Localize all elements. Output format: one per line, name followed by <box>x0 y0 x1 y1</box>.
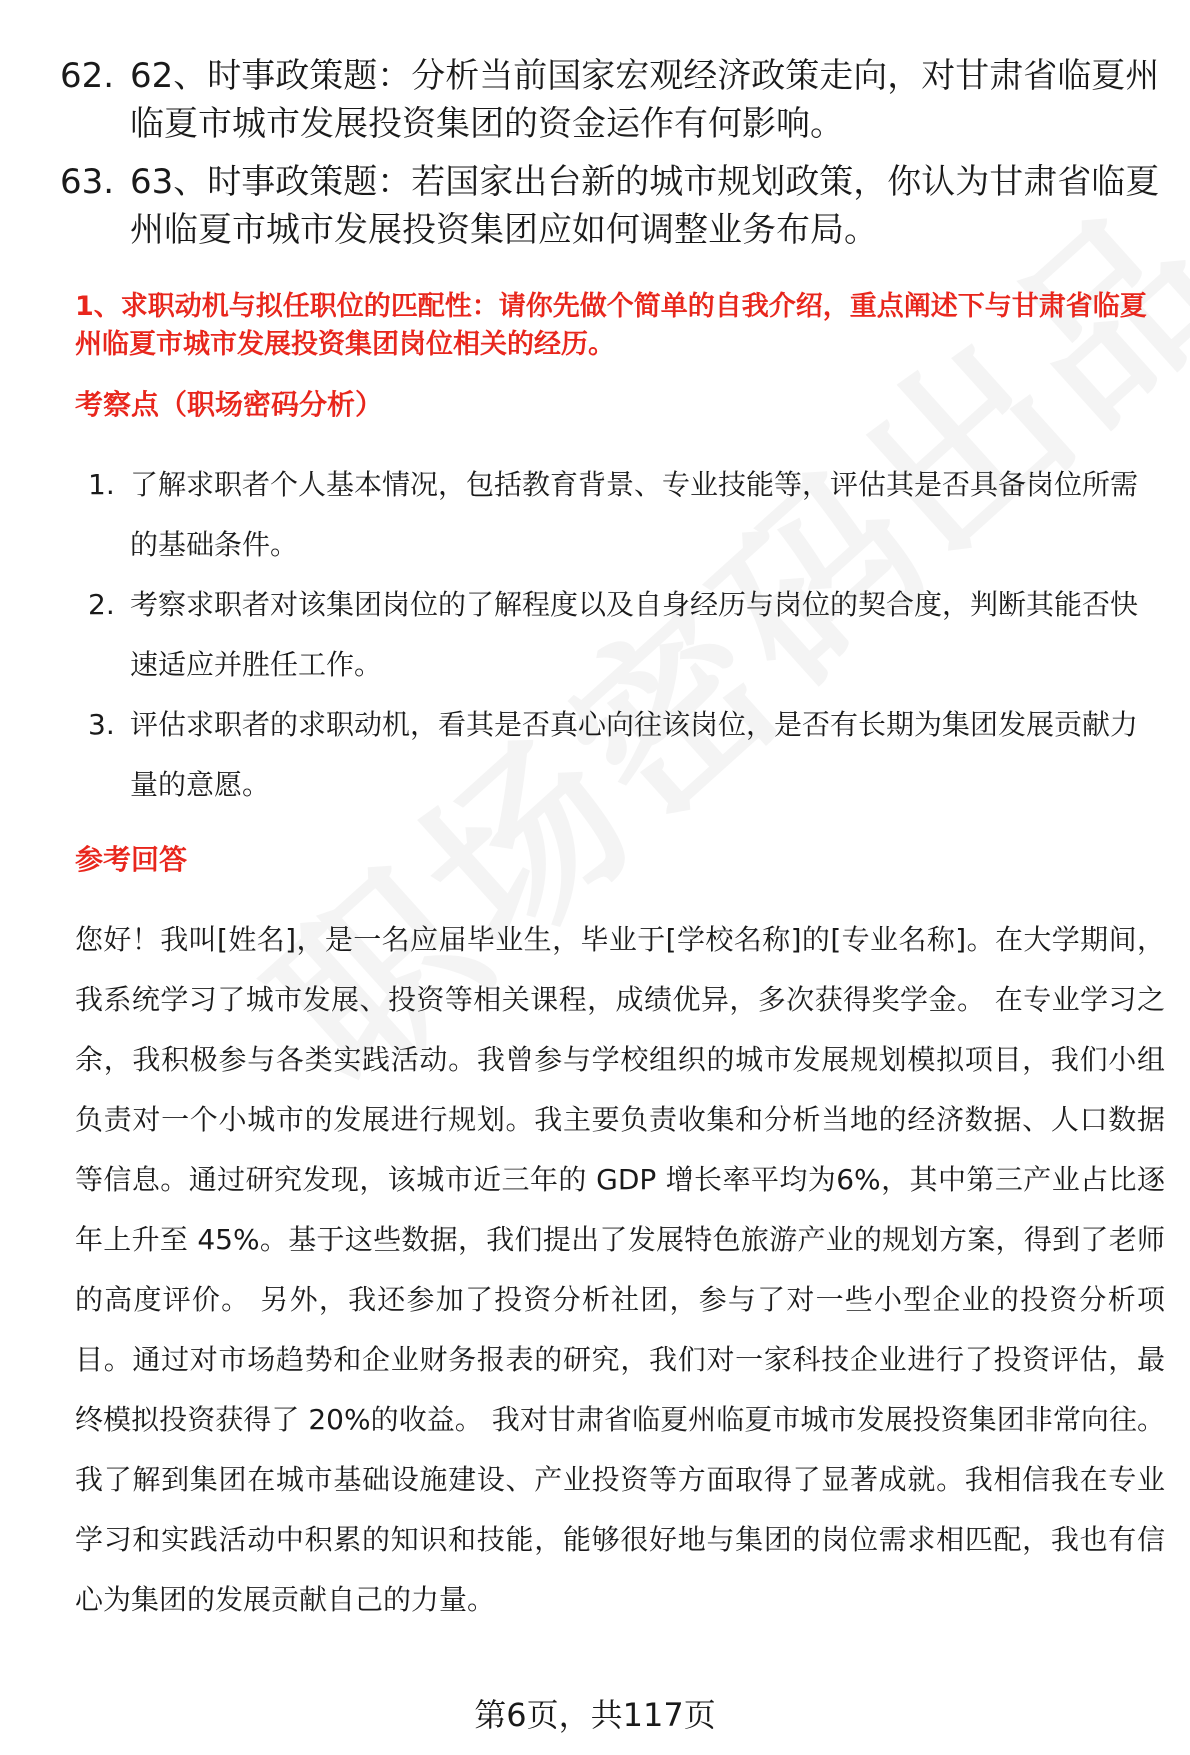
point-text: 评估求职者的求职动机，看其是否真心向往该岗位，是否有长期为集团发展贡献力量的意愿。 <box>130 708 1139 801</box>
assessment-points <box>88 455 1163 815</box>
question-number: 62. <box>60 56 115 96</box>
question-number: 63. <box>60 162 115 202</box>
reference-answer: 您好！我叫[姓名]，是一名应届毕业生，毕业于[学校名称]的[专业名称]。在大学期间，我系统学习了城市发展、投资等相关课程，成绩优异，多次获得奖学金。 在专业学习之余，我积极参与各类实践活动。我曾参与学校组织的城市发展规划模拟项目，我们小组负责对一个小城市的发展进行规划。我主要负责收集和分析当地的经济数据、人口数据等信息。通过研究发现，该城市近三年的 GDP 增长率平均为6%，其中第三产业占比逐年上升至 45%。基于这些数据，我们提出了发展特色旅游产业的规划方案，得到了老师的高度评价。 另外，我还参加了投资分析社团，参与了对一些小型企业的投资分析项目。通过对市场趋势和企业财务报表的研究，我们对一家科技企业进行了投资评估，最终模拟投资获得了 20%的收益。 我对甘肃省临夏州临夏市城市发展投资集团非常向往。我了解到集团在城市基础设施建设、产业投资等方面取得了显著成就。我相信我在专业学习和实践活动中积累的知识和技能，能够很好地与集团的岗位需求相匹配，我也有信心为集团的发展贡献自己的力量。 <box>75 923 1165 1616</box>
question-text: 63、时事政策题：若国家出台新的城市规划政策，你认为甘肃省临夏州临夏市城市发展投资集团应如何调整业务布局。 <box>130 162 1160 250</box>
question-text: 62、时事政策题：分析当前国家宏观经济政策走向，对甘肃省临夏州临夏市城市发展投资集团的资金运作有何影响。 <box>130 56 1160 144</box>
point-text: 考察求职者对该集团岗位的了解程度以及自身经历与岗位的契合度，判断其能否快速适应并胜任工作。 <box>130 588 1139 681</box>
question-item <box>60 158 1160 254</box>
assessment-point <box>88 455 1163 575</box>
page-footer: 第6页，共117页 <box>474 1696 716 1734</box>
point-text: 了解求职者个人基本情况，包括教育背景、专业技能等，评估其是否具备岗位所需的基础条件。 <box>130 468 1139 561</box>
assessment-point <box>88 695 1163 815</box>
answer-heading: 参考回答 <box>75 843 188 876</box>
question-list <box>60 52 1160 264</box>
section-title: 1、求职动机与拟任职位的匹配性：请你先做个简单的自我介绍，重点阐述下与甘肃省临夏州临夏市城市发展投资集团岗位相关的经历。 <box>75 291 1147 360</box>
point-number: 1. <box>88 468 115 501</box>
assessment-point <box>88 575 1163 695</box>
question-item <box>60 52 1160 148</box>
point-number: 3. <box>88 708 115 741</box>
points-heading: 考察点（职场密码分析） <box>75 388 384 421</box>
point-number: 2. <box>88 588 115 621</box>
